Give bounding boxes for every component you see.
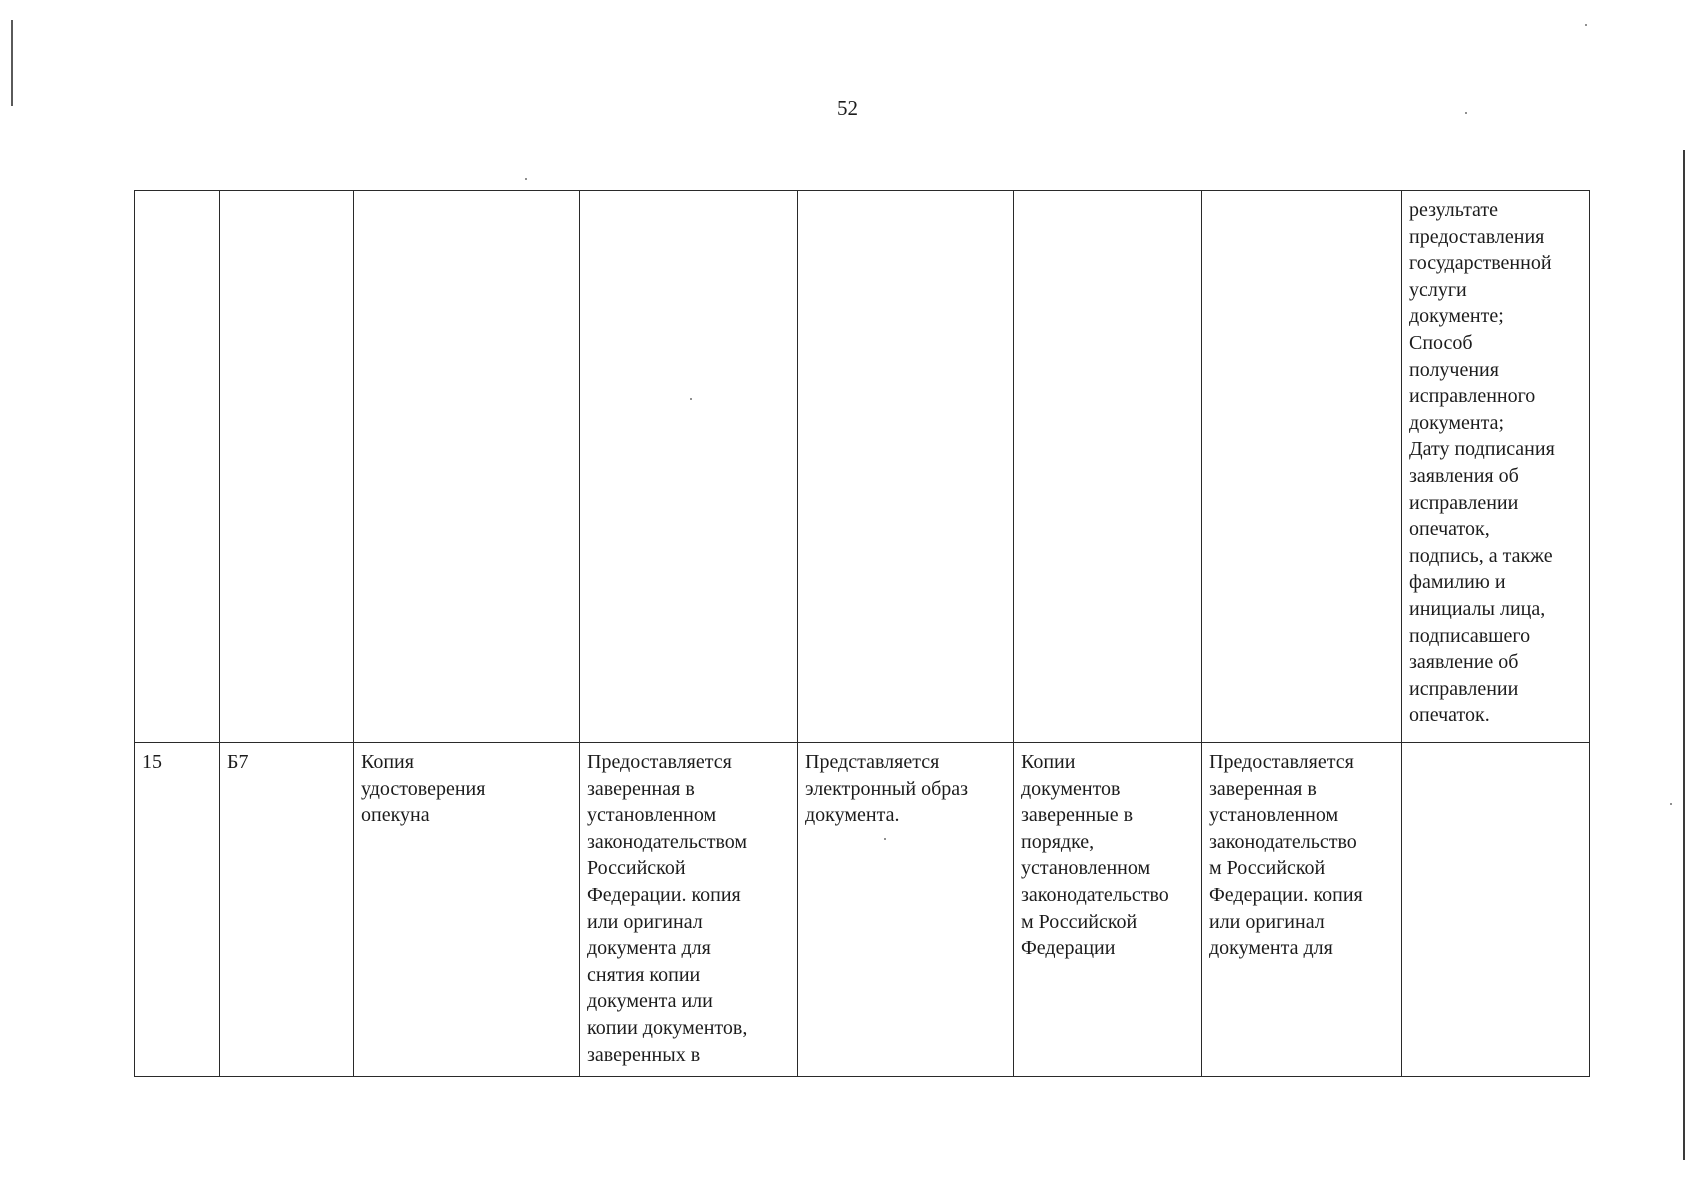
table-row [135,743,1590,1077]
page-number: 52 [837,96,858,120]
table-cell: Копии документов заверенные в порядке, установленном законодательство м Российской Федерации [1014,743,1202,1077]
table-cell: Представляется электронный образ документа. [798,743,1014,1077]
scan-speck [1670,803,1672,805]
scan-right-edge-mark [1683,150,1685,1160]
table-cell: Предоставляется заверенная в установленном законодательством Российской Федерации. копия или оригинал документа для снятия копии документа или копии документов, заверенных в [580,743,798,1077]
table-cell [580,191,798,743]
scan-speck [525,178,527,180]
table-cell [1402,743,1590,1077]
table-cell-application-details: результате предоставления государственной услуги документе; Способ получения исправленного документа; Дату подписания заявления об исправлении опечаток, подпись, а также фамилию и инициалы лица, подписавшего заявление об исправлении опечаток. [1402,191,1590,743]
table-cell [1014,191,1202,743]
document-table [134,190,1590,1077]
scan-left-edge-mark [11,20,13,106]
table-cell [354,191,580,743]
table-cell [135,191,220,743]
table-cell: Предоставляется заверенная в установленном законодательство м Российской Федерации. копия или оригинал документа для [1202,743,1402,1077]
table-row [135,191,1590,743]
table-cell-document-code: Б7 [220,743,354,1077]
table-cell-row-number: 15 [135,743,220,1077]
scan-speck [1585,24,1587,26]
table-cell-document-name: Копия удостоверения опекуна [354,743,580,1077]
table-cell [1202,191,1402,743]
table-cell [220,191,354,743]
table-cell [798,191,1014,743]
